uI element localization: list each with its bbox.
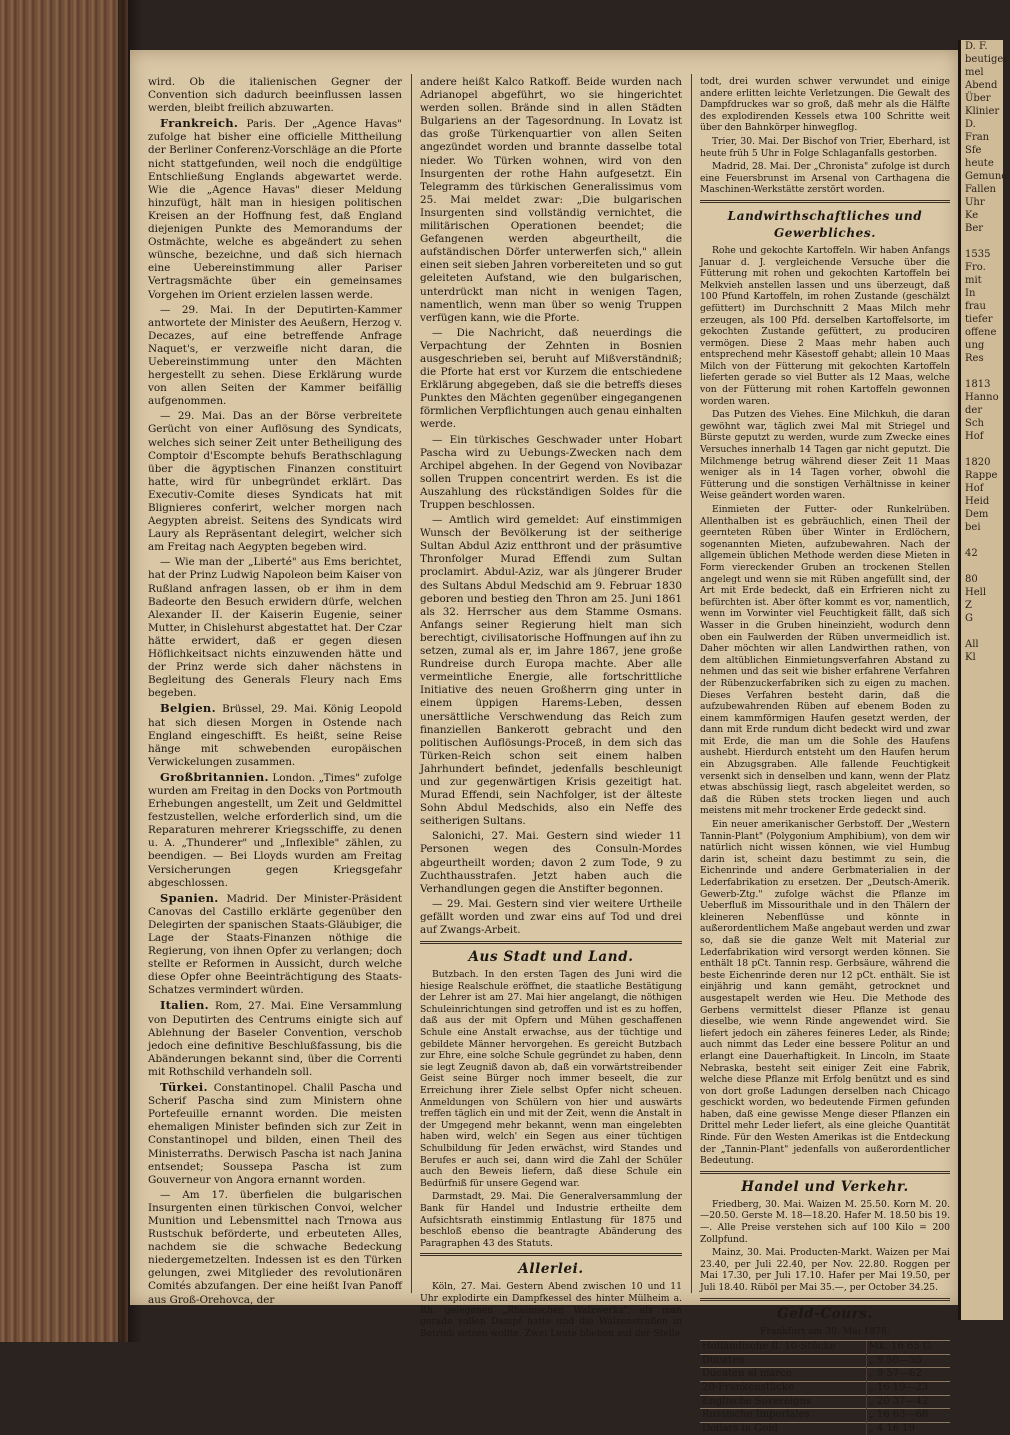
edge-text-fragment: Dem: [965, 509, 989, 520]
paragraph: Das Putzen des Viehes. Eine Milchkuh, die daran gewöhnt war, täglich zwei Mal mit Striegel und Bürste geputzt zu werden, wurde zum Zwecke eines Versuches innerhalb 14 Tagen gar nicht geputzt. Die Milchmenge betrug während dieser Zeit 11 Maas weniger als in 14 Tagen vorher, obwohl die Fütterung und die sonstigen Verhältnisse in keiner Weise geändert worden waren.: [700, 409, 950, 502]
section-heading: Belgien.: [160, 701, 216, 716]
text: Paris. Der „Agence Havas" zufolge hat bisher eine officielle Mittheilung der Berliner Conferenz-Vorschläge an die Pforte nicht stattgefunden, weil noch die endgültige Entschließung Englands abgewartet werde. Wie die „Agence Havas" dieser Meldung hinzufügt, hält man in hiesigen politischen Kreisen an der Hoffnung fest, daß England diejenigen Punkte des Memorandums der Ostmächte, welche es abgeändert zu sehen wünsche, bezeichne, und daß sich hiernach eine Uebereinstimmung aller Pariser Vertragsmächte über ein gemeinsames Vorgehen im Orient erzielen lassen werde.: [148, 118, 402, 301]
edge-text-fragment: In: [965, 288, 976, 299]
edge-text-fragment: Fallen: [965, 184, 996, 195]
table-row: [700, 1354, 950, 1368]
paragraph: — Am 17. überfielen die bulgarischen Insurgenten einen türkischen Convoi, welcher Munition und Lebensmittel nach Trnowa aus Rustschuk beförderte, und erbeuteten Alles, nachdem sie die schwache Bedeckung niedergemetzelten. Indessen ist es den Türken gelungen, zwei Mitglieder des revolutionären Comités abzufangen. Der eine heißt Ivan Panoff aus Groß-Orehovca, der: [148, 1188, 402, 1306]
coin-rate-cell: Mk. 16 65 G.: [866, 1341, 950, 1355]
edge-text-fragment: 1820: [965, 457, 991, 468]
exchange-table: [700, 1340, 950, 1435]
coin-rate-cell: „ 16 19—23: [866, 1381, 950, 1395]
edge-text-fragment: Abend: [965, 80, 998, 91]
paragraph: — 29. Mai. Gestern sind vier weitere Urtheile gefällt worden und zwar eins auf Tod und drei auf Zwangs-Arbeit.: [420, 897, 682, 936]
edge-text-fragment: Hof: [965, 483, 984, 494]
edge-text-fragment: 1813: [965, 379, 991, 390]
paragraph: — Ein türkisches Geschwader unter Hobart Pascha wird zu Uebungs-Zwecken nach dem Archipel abgehen. In der Gegend von Novibazar sollen Truppen concentrirt werden. Es ist die Auszahlung des rückständigen Soldes für die Truppen beschlossen.: [420, 433, 682, 511]
paragraph: Ein neuer amerikanischer Gerbstoff. Der „Western Tannin-Plant" (Polygonium Amphibium), von dem wir natürlich nicht wissen können, wie viel Humbug darin ist, scheint dazu bestimmt zu sein, die Eichenrinde und andere Gerbmaterialien in der Lederfabrikation zu ersetzen. Der „Deutsch-Amerik. Gewerb-Ztg." zufolge wächst die Pflanze im Ueberfluß im Missourithale und in den Thälern der kleineren Nebenflüsse und könnte in außerordentlichem Maße angebaut werden und zwar so, daß sie die ganze Welt mit Material zur Lederfabrikation wird versorgt werden können. Sie enthält 18 pCt. Tannin resp. Gerbsäure, während die beste Eichenrinde deren nur 12 pCt. enthält. Sie ist einjährig und kann gemäht, getrocknet und ausgestapelt werden wie Heu. Die Methode des Gerbens vermittelst dieser Pflanze ist genau dieselbe, wie wenn Rinde angewendet wird. Sie liefert jedoch ein zäheres feineres Leder, als Rinde; auch nimmt das Leder eine bessere Politur an und erlangt eine Dauerhaftigkeit. In Lincoln, im Staate Nebraska, besteht seit einiger Zeit eine Fabrik, welche diese Pflanze mit Erfolg benützt und es sind von dort große Ladungen derselben nach Chicago geschickt worden, wo bedeutende Firmen gefunden haben, daß eine gewisse Menge dieser Pflanzen ein Drittel mehr Leder liefert, als eine gleiche Quantität Rinde. Für den Westen Amerikas ist die Entdeckung der „Tannin-Plant" jedenfalls von außerordentlicher Bedeutung.: [700, 819, 950, 1167]
paragraph: — Amtlich wird gemeldet: Auf einstimmigen Wunsch der Bevölkerung ist der seitherige Sultan Abdul Aziz entthront und der präsumtive Thronfolger Murad Effendi zum Sultan proclamirt. Abdul-Aziz, war als jüngerer Bruder des Sultans Abdul Medschid am 9. Februar 1830 geboren und bestieg den Thron am 25. Juni 1861 als 32. Herrscher aus dem Stamme Osmans. Anfangs seiner Regierung hielt man sich berechtigt, civilisatorische Hoffnungen auf ihn zu setzen, zumal als er, im Jahre 1867, jene große Rundreise durch Europa machte. Aber alle vermeintliche Energie, alle fortschrittliche Initiative des neuen Großherrn ging unter in einem üppigen Harems-Leben, dessen unersättliche Verschwendung das Reich zum finanziellen Bankerott gebracht und den politischen Auflösungs-Proceß, in dem sich das Türken-Reich schon seit einem halben Jahrhundert befindet, jedenfalls beschleunigt und zur gegenwärtigen Krisis gezeitigt hat. Murad Effendi, sein Nachfolger, ist der älteste Sohn Abdul Medschids, also ein Neffe des seitherigen Sultans.: [420, 514, 682, 828]
edge-text-fragment: 80: [965, 574, 978, 585]
column-3: [700, 76, 950, 1435]
paragraph: — Wie man der „Liberté" aus Ems berichtet, hat der Prinz Ludwig Napoleon beim Kaiser von Rußland anfragen lassen, ob er ihm in dem Badeorte den Besuch erwidern dürfe, welchen Alexander II. der Kaiserin Eugenie, seiner Mutter, in Chislehurst abgestattet hat. Der Czar hätte erwidert, daß er gegen diesen Höflichkeitsact nichts einzuwenden hätte und der Prinz werde sich daher nächstens in Begleitung des Generals Fleury nach Ems begeben.: [148, 556, 402, 700]
paragraph: Madrid, 28. Mai. Der „Chronista" zufolge ist durch eine Feuersbrunst im Arsenal von Carthagena die Maschinen-Werkstätte zerstört worden.: [700, 161, 950, 196]
edge-text-fragment: heute: [965, 158, 994, 169]
edge-text-fragment: 42: [965, 548, 978, 559]
section-heading: Italien.: [160, 998, 209, 1013]
edge-text-fragment: ung: [965, 340, 985, 351]
section-heading-landwirtschaft: Landwirthschaftliches und Gewerbliches.: [727, 208, 923, 240]
newspaper-page: [130, 50, 958, 1434]
section-heading: Frankreich.: [160, 116, 239, 131]
table-row: [700, 1395, 950, 1409]
edge-text-fragment: Sch: [965, 418, 984, 429]
coin-name-cell: Englische Sovereigns: [700, 1395, 866, 1409]
edge-text-fragment: [961, 560, 1003, 573]
text: Rom, 27. Mai. Eine Versammlung von Deputirten des Centrums einigte sich auf Ablehnung der Baseler Convention, verschob jedoch eine definitive Beschlußfassung, bis die Abänderungen bekannt sind, über die Correnti mit Rothschild verhandeln soll.: [148, 1000, 402, 1078]
edge-text-fragment: [961, 443, 1003, 456]
edge-text-fragment: Ber: [965, 223, 984, 234]
edge-text-fragment: Kl: [965, 652, 976, 663]
table-row: [700, 1422, 950, 1435]
edge-text-fragment: Hanno: [965, 392, 999, 403]
coin-name-cell: Ducaten: [700, 1354, 866, 1368]
paragraph: Mainz, 30. Mai. Producten-Markt. Waizen per Mai 23.40, per Juli 22.40, per Nov. 22.80. Roggen per Mai 17.30, per Juli 17.10. Hafer per Mai 19.50, per Juli 18.40. Rüböl per Mai 35.—, per October 34.25.: [700, 1247, 950, 1293]
edge-text-fragment: [961, 235, 1003, 248]
edge-text-fragment: Klinier: [965, 106, 1000, 117]
edge-text-fragment: Gemund: [965, 171, 1008, 182]
coin-name-cell: 20-Frankenstücke: [700, 1381, 866, 1395]
edge-text-fragment: Hof: [965, 431, 984, 442]
edge-text-fragment: der: [965, 405, 983, 416]
paragraph: wird. Ob die italienischen Gegner der Convention sich dadurch beeinflussen lassen werden, bleibt freilich abzuwarten.: [148, 76, 402, 115]
section-heading: Spanien.: [160, 890, 219, 905]
edge-text-fragment: Sfe: [965, 145, 982, 156]
edge-text-fragment: mit: [965, 275, 982, 286]
section-heading-geld: Geld-Cours.: [777, 1305, 873, 1322]
section-divider: [700, 1171, 950, 1174]
section-heading-handel: Handel und Verkehr.: [741, 1178, 909, 1195]
paragraph: Friedberg, 30. Mai. Waizen M. 25.50. Korn M. 20.—20.50. Gerste M. 18—18.20. Hafer M. 18.50 bis 19.—. Alle Preise verstehen sich auf 100 Kilo = 200 Zollpfund.: [700, 1198, 950, 1245]
edge-text-fragment: bei: [965, 522, 981, 533]
edge-text-fragment: beutigen: [965, 54, 1010, 65]
table-row: [700, 1409, 950, 1423]
paragraph: Einmieten der Futter- oder Runkelrüben. Allenthalben ist es gebräuchlich, einen Theil der geernteten Rüben über Winter in Erdlöchern, sogenannten Mieten, aufzubewahren. Nach der allgemein üblichen Methode werden diese Mieten in Form viereckender Gruben an trockenen Stellen angelegt und wenn sie mit Rüben angefüllt sind, der Art mit Erde bedeckt, daß ein Erfrieren nicht zu befürchten ist. Aber öfter kommt es vor, namentlich, wenn im Vorwinter viel Feuchtigkeit fällt, daß sich Wasser in die Gruben hineinzieht, wodurch denn oben ein Faulwerden der Rüben unvermeidlich ist. Daher möchten wir allen Landwirthen rathen, von dem altüblichen Einmietungsverfahren Abstand zu nehmen und das seit wie bisher erfahrene Verfahren der Rübenzuckerfabriken sich zu eigen zu machen. Dieses Verfahren besteht darin, daß die aufzubewahrenden Rüben auf ebenem Boden zu einem kammförmigen Haufen gesetzt werden, der dann mit Erde rundum dicht bedeckt wird und zwar mit Erde, die man um die Sohle des Haufens aushebt. Hierdurch entsteht um den Haufen herum ein Abzugsgraben. Alle fallende Feuchtigkeit versenkt sich in denselben und kann, wenn der Platz etwas abschüssig liegt, rasch abgeleitet werden, so daß die Rüben stets trocken liegen und auch meistens mit mehr trockener Erde gedeckt sind.: [700, 504, 950, 817]
section-divider: [420, 1253, 682, 1256]
section-heading-stadt: Aus Stadt und Land.: [468, 949, 634, 966]
edge-text-fragment: Ke: [965, 210, 979, 221]
paragraph: todt, drei wurden schwer verwundet und einige andere erlitten leichte Verletzungen. Die Gewalt des Dampfdruckes war so groß, daß mehr als die Hälfte des explodirenden Kessels etwa 100 Schritte weit über den Bahnkörper hinwegflog.: [700, 76, 950, 134]
table-row: [700, 1381, 950, 1395]
paragraph: — 29. Mai. Das an der Börse verbreitete Gerücht von einer Auflösung des Syndicats, welches sich seiner Zeit unter Betheiligung des Comptoir d'Escompte behufs Berathschlagung über die ägyptischen Finanzen constituirt hatte, wird für unbegründet erklärt. Das Executiv-Comite dieses Syndicats hat mit Blignieres conferirt, welcher morgen nach Aegypten abreist. Seitens des Syndicats wird Laury als Repräsentant delegirt, welcher sich am Freitag nach Aegypten begeben wird.: [148, 410, 402, 554]
paragraph: andere heißt Kalco Ratkoff. Beide wurden nach Adrianopel abgeführt, wo sie hingerichtet werden sollen. Brände sind in allen Städten Bulgariens an der Tagesordnung. In Lovatz ist das große Türkenquartier von allen Seiten angezündet worden und brannte dasselbe total nieder. Wo Türken wohnen, wird von den Insurgenten der rothe Hahn aufgesetzt. Ein Telegramm des türkischen Generalissimus vom 25. Mai meldet zwar: „Die bulgarischen Insurgenten sind vollständig vernichtet, die militärischen Operationen beendet; die Gefangenen werden abgeurtheilt, die aufständischen Dörfer unterwerfen sich," allein einen seit sieben Jahren vorbereiteten und so gut geleiteten Aufstand, wie den bulgarischen, unterdrückt man nicht in wenigen Tagen, namentlich, wenn man über so wenig Truppen verfügen kann, wie die Pforte.: [420, 76, 682, 324]
paragraph: [148, 771, 402, 890]
table-row: [700, 1341, 950, 1355]
coin-name-cell: Russische Imperiales: [700, 1409, 866, 1423]
edge-text-fragment: Hell: [965, 587, 987, 598]
edge-text-fragment: frau: [965, 301, 986, 312]
book-spine: [0, 0, 128, 1342]
edge-text-fragment: [961, 534, 1003, 547]
edge-text-fragment: [961, 625, 1003, 638]
table-row: [700, 1368, 950, 1382]
paragraph: Trier, 30. Mai. Der Bischof von Trier, Eberhard, ist heute früh 5 Uhr in Folge Schlaganfalls gestorben.: [700, 135, 950, 159]
section-divider: [700, 200, 950, 203]
edge-text-fragment: Res: [965, 353, 984, 364]
coin-rate-cell: „ 20 37—42: [866, 1395, 950, 1409]
edge-text-fragment: Fran: [965, 132, 990, 143]
edge-text-fragment: tiefer: [965, 314, 993, 325]
paragraph: [148, 1081, 402, 1187]
paragraph: [148, 892, 402, 998]
edge-text-fragment: Uhr: [965, 197, 985, 208]
paragraph: Darmstadt, 29. Mai. Die Generalversammlung der Bank für Handel und Industrie ertheilte dem Aufsichtsrath einstimmig Entlastung für 1875 und beschloß ebenso die beantragte Abänderung des Paragraphen 43 des Statuts.: [420, 1191, 682, 1249]
column-1: [148, 76, 402, 1309]
text: Madrid. Der Minister-Präsident Canovas del Castillo erklärte gegenüber den Delegirten der spanischen Staats-Gläubiger, die Lage der Staats-Finanzen nöthige die Regierung, von ihnen Opfer zu verlangen; doch stellte er Reformen in Aussicht, durch welche diese Opfer ohne Beeinträchtigung des Staats-Schatzes vermindert würden.: [148, 892, 402, 997]
column-rule: [691, 74, 692, 1293]
coin-name-cell: Holländische fl. 10-Stücke: [700, 1341, 866, 1355]
column-rule: [411, 74, 412, 1293]
paragraph: Köln, 27. Mai. Gestern Abend zwischen 10 und 11 Uhr explodirte ein Dampfkessel des hinter Mülheim a. Rh. gelegenen „Rheinischen Walzwerks", als man gerade vollen Dampf hatte und die Walzenstraßen in Betrieb setzen wollte. Zwei Leute blieben auf der Stelle: [420, 1281, 682, 1339]
paragraph: [148, 702, 402, 768]
text: London. „Times" zufolge wurden am Freitag in den Docks von Portmouth Erhebungen angestellt, um Zeit und Geldmittel festzustellen, welche erforderlich sind, um die Reparaturen mehrerer Kriegsschiffe, zu denen u. A. „Thunderer" und „Inflexible" zählen, zu beendigen. — Bei Lloyds wurden am Freitag Versicherungen gegen Kriegsgefahr abgeschlossen.: [148, 771, 402, 889]
edge-text-fragment: D. F.: [965, 41, 988, 52]
edge-text-fragment: Rappe: [965, 470, 998, 481]
edge-text-fragment: Heid: [965, 496, 990, 507]
paragraph: [148, 117, 402, 301]
text: Brüssel, 29. Mai. König Leopold hat sich diesen Morgen in Ostende nach England eingeschifft. Es heißt, seine Reise hänge mit schwebenden europäischen Verwickelungen zusammen.: [148, 703, 402, 768]
text: Constantinopel. Chalil Pascha und Scherif Pascha sind zum Ministern ohne Portefeuille ernannt worden. Die meisten ehemaligen Minister befinden sich zur Zeit in Constantinopel und bilden, einen Theil des Ministerraths. Derwisch Pascha ist nach Janina entsendet; Soussepa Pascha ist zum Gouverneur von Angora ernannt worden.: [148, 1082, 402, 1186]
coin-name-cell: Dollars in Gold: [700, 1422, 866, 1435]
paragraph: [148, 999, 402, 1079]
edge-text-fragment: mel: [965, 67, 984, 78]
coin-rate-cell: „ 9 57—62: [866, 1368, 950, 1382]
section-heading-allerlei: Allerlei.: [518, 1261, 584, 1278]
edge-text-fragment: [961, 365, 1003, 378]
section-divider: [700, 1298, 950, 1301]
paragraph: Salonichi, 27. Mai. Gestern sind wieder 11 Personen wegen des Consuln-Mordes abgeurtheilt worden; davon 2 zum Tode, 9 zu Zuchthausstrafen. Jetzt haben auch die Verhandlungen gegen die Anstifter begonnen.: [420, 830, 682, 895]
coin-rate-cell: „ 4 16 19: [866, 1422, 950, 1435]
edge-text-fragment: 1535: [965, 249, 991, 260]
coin-rate-cell: „ 16 63—68: [866, 1409, 950, 1423]
coin-name-cell: Ducaten al marco: [700, 1368, 866, 1382]
paragraph: Rohe und gekochte Kartoffeln. Wir haben Anfangs Januar d. J. vergleichende Versuche über die Fütterung mit rohen und gekochten Kartoffeln bei Melkvieh anstellen lassen und uns überzeugt, daß 100 Pfund Kartoffeln, im rohen Zustande (geschälzt gefüttert) im Durchschnitt 2 Maas Milch mehr erzeugen, als 100 Pfd. derselben Kartoffelsorte, im gekochten Zustande gefüttert, zu produciren vermögen. Diese 2 Maas mehr haben auch entsprechend mehr Käsestoff gehabt; allein 10 Maas Milch von der Fütterung mit gekochten Kartoffeln lieferten gerade so viel Butter als 12 Maas, welche von der Fütterung mit rohen Kartoffeln gewonnen worden waren.: [700, 244, 950, 407]
section-divider: [420, 941, 682, 944]
edge-text-fragment: All: [965, 639, 979, 650]
edge-text-fragment: Über: [965, 93, 991, 104]
edge-text-fragment: G: [965, 613, 973, 624]
paragraph: Butzbach. In den ersten Tagen des Juni wird die hiesige Realschule eröffnet, die staatliche Bestätigung der Lehrer ist am 27. Mai hier angelangt, die nöthigen Schuleinrichtungen sind getroffen und ist es zu hoffen, daß aus der mit Opfern und Mühen geschaffenen Schule eine Anstalt erwachse, aus der tüchtige und gebildete Männer hervorgehen. Es gereicht Butzbach zur Ehre, eine solche Schule gegründet zu haben, denn sie legt Zeugniß davon ab, daß ein vorwärtstreibender Geist seine Bürger noch immer beseelt, die zur Erreichung ihrer Ziele selbst Opfer nicht scheuen. Anmeldungen von Schülern von hier und auswärts treffen täglich ein und mit der Zeit, wenn die Anstalt in der Umgegend mehr bekannt, wenn man eingelebten haben wird, welch' ein Segen aus einer tüchtigen Schulbildung für Jeden erwächst, wird Standes und Berufes er auch sei, dann wird die Zahl der Schüler auch den Beweis liefern, daß diese Schule ein Bedürfniß für unsere Gegend war.: [420, 969, 682, 1189]
edge-text-fragment: Z: [965, 600, 972, 611]
edge-text-fragment: offene: [965, 327, 997, 338]
paragraph: — Die Nachricht, daß neuerdings die Verpachtung der Zehnten in Bosnien ausgeschrieben sei, beruht auf Mißverständniß; die Pforte hat erst vor Kurzem die entschiedene Erklärung abgegeben, daß sie die betreffs dieses Punktes den Mächten gegenüber eingegangenen förmlichen Verpflichtungen auch genau einhalten werde.: [420, 326, 682, 431]
section-heading: Großbritannien.: [160, 769, 269, 784]
paragraph: — 29. Mai. In der Deputirten-Kammer antwortete der Minister des Aeußern, Herzog v. Decazes, auf eine betreffende Anfrage Naquet's, er verzweifle nicht daran, die Uebereinstimmung unter den Mächten hergestellt zu sehen. Diese Erklärung wurde von allen Seiten der Kammer beifällig aufgenommen.: [148, 303, 402, 408]
column-2: [420, 76, 682, 1341]
section-heading: Türkei.: [160, 1080, 208, 1095]
edge-text-fragment: Fro.: [965, 262, 986, 273]
coin-rate-cell: „ 9 50—55: [866, 1354, 950, 1368]
edge-text-fragment: D.: [965, 119, 976, 130]
adjacent-page-edge: [958, 40, 1010, 1320]
exchange-date: Frankfurt am 30. Mai 1876.: [760, 1325, 890, 1337]
